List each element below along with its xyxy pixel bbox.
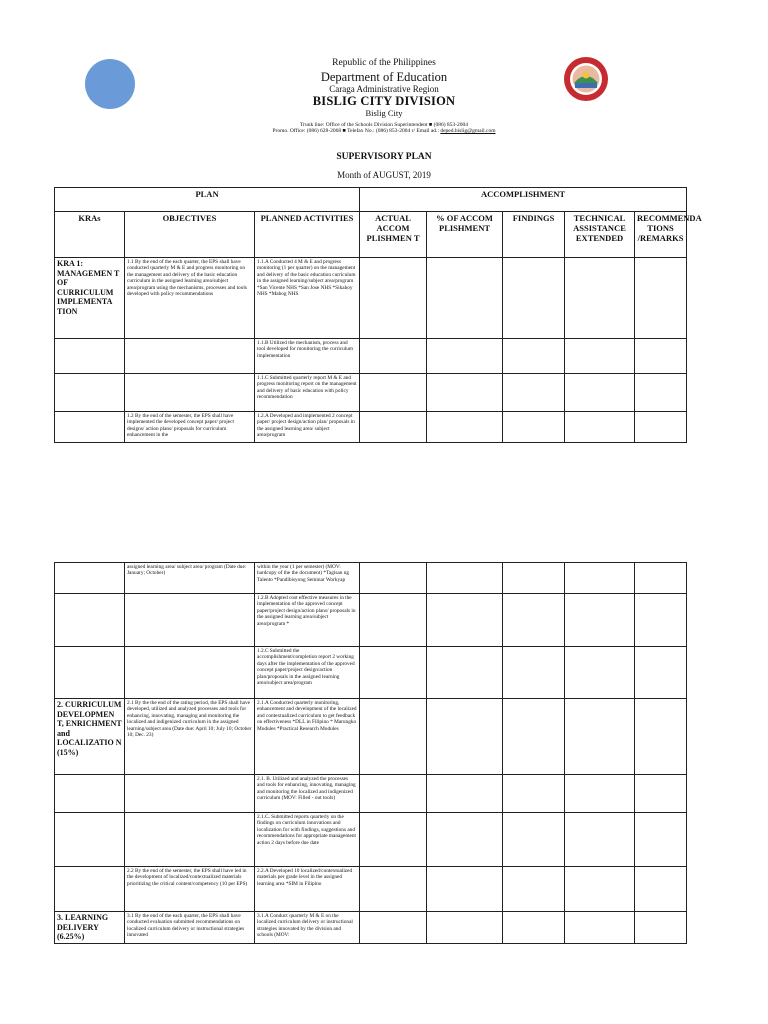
kra-cell: 3. LEARNING DELIVERY (6.25%) bbox=[55, 912, 125, 944]
table-row bbox=[55, 775, 687, 813]
objective-cell bbox=[125, 647, 255, 699]
kra-cell: KRA 1: MANAGEMEN T OF CURRICULUM IMPLEMENTA TION bbox=[55, 258, 125, 339]
objective-cell bbox=[125, 775, 255, 813]
activity-cell: within the year (1 per semester) (MOV: hardcopy of the the document) *Tagisan ng Talento *Pandibisyong Seminar Workyap bbox=[255, 563, 360, 594]
activity-cell: 1.2.A Developed and implemented 2 concept paper/ project design/action plan/ proposals in the assigned learning area/ subject area/program bbox=[255, 412, 360, 443]
kra-cell bbox=[55, 563, 125, 594]
recommendations-header: RECOMMENDA TIONS /REMARKS bbox=[635, 212, 687, 258]
activity-cell: 2.1. B. Utilized and analyzed the processes and tools for enhancing, innovating, managing and monitoring the localized and indigenized curriculum (MOV: Filled - out tools) bbox=[255, 775, 360, 813]
objective-cell bbox=[125, 339, 255, 374]
objective-cell bbox=[125, 813, 255, 867]
kra-cell bbox=[55, 867, 125, 912]
table-row bbox=[55, 563, 687, 594]
accomplishment-header: ACCOMPLISHMENT bbox=[360, 188, 687, 212]
kra-cell bbox=[55, 775, 125, 813]
republic-text: Republic of the Philippines bbox=[332, 58, 436, 68]
document-month: Month of AUGUST, 2019 bbox=[337, 170, 431, 180]
percent-accomplishment-header: % OF ACCOM PLISHMENT bbox=[427, 212, 503, 258]
activity-cell: 1.1.C Submitted quarterly report M & E and progress monitoring report on the management and delivery of basic education with policy recommendation bbox=[255, 374, 360, 412]
actual-accomplishment-header: ACTUAL ACCOM PLISHMEN T bbox=[360, 212, 427, 258]
email-link[interactable]: deped.bislig@gmail.com bbox=[440, 128, 496, 134]
kras-header: KRAs bbox=[55, 212, 125, 258]
table-row bbox=[55, 258, 687, 339]
region-text: Caraga Administrative Region bbox=[329, 84, 439, 94]
activity-cell: 2.1.A Conducted quarterly monitoring, enhancement and development of the localized and contextualized curriculum to get feedback on effectiveness *DLL in Filipino * Marungko Modules *Practical Research Modules bbox=[255, 699, 360, 775]
plan-header: PLAN bbox=[55, 188, 360, 212]
activity-cell: 1.1.B Utilized the mechanism, process and tool developed for monitoring the curriculum implementation bbox=[255, 339, 360, 374]
kra-cell bbox=[55, 412, 125, 443]
objective-cell: 1.2 By the end of the semester, the EPS shall have implemented the developed concept paper/ project designs/ action plans/ proposals for curriculum enhancement in the bbox=[125, 412, 255, 443]
supervisory-plan-table bbox=[54, 187, 702, 443]
objective-cell: assigned learning area/ subject area/ program (Date due: January; October) bbox=[125, 563, 255, 594]
objective-cell bbox=[125, 594, 255, 647]
activity-cell: 1.2.B Adopted cost effective measures in the implementation of the approved concept paper/project design/action plans/ proposals in the assigned learning area/subject area/program * bbox=[255, 594, 360, 647]
objective-cell: 1.1 By the end of the each quarter, the EPS shall have conducted quarterly M & E and progress monitoring on the management and delivery of the basic education curriculum in the assigned learning area/subject area/program using the mechanisms, processes and tools developed with policy recommendations bbox=[125, 258, 255, 339]
technical-assistance-header: TECHNICAL ASSISTANCE EXTENDED bbox=[565, 212, 635, 258]
table-row bbox=[55, 647, 687, 699]
activity-cell: 1.2.C Submitted the accomplishment/completion report 2 working days after the implementation of the approved concept paper/project design/action plan/proposals in the assigned learning area/subject area/program bbox=[255, 647, 360, 699]
table-row bbox=[55, 867, 687, 912]
objective-cell: 2.2 By the end of the semester, the EPS shall have led in the development of localized/contextualized materials prioritizing the critical content/competency (10 per EPS) bbox=[125, 867, 255, 912]
table-row bbox=[55, 813, 687, 867]
objective-cell: 2.1 By the the end of the rating period, the EPS shall have developed, utilized and analyzed processes and tools for enhancing, innovating, managing and monitoring the localized and indigenized curriculum in the assigned learning/subject area (Date due: April 10; July 10; October 10; Dec. 23) bbox=[125, 699, 255, 775]
supervisory-plan-table-continued bbox=[54, 562, 687, 944]
objectives-header: OBJECTIVES bbox=[125, 212, 255, 258]
activity-cell: 2.1.C. Submitted reports quarterly on the findings on curriculum innovations and localization for with findings, suggestions and recommendations for appropriate management action 2 days before due date bbox=[255, 813, 360, 867]
kra-cell bbox=[55, 374, 125, 412]
contact-line-1: Trunk line: Office of the Schools Division Superintendent ■ (086) 853-2004 bbox=[300, 122, 468, 128]
findings-header: FINDINGS bbox=[503, 212, 565, 258]
table-row bbox=[55, 412, 687, 443]
table-row bbox=[55, 699, 687, 775]
objective-cell: 3.1 By the end of the each quarter, the EPS shall have conducted evaluation submitted recommendations on localized curriculum delivery or instructional strategies innovated bbox=[125, 912, 255, 944]
document-title: SUPERVISORY PLAN bbox=[336, 152, 432, 162]
objective-cell bbox=[125, 374, 255, 412]
division-text: BISLIG CITY DIVISION bbox=[312, 94, 456, 108]
contact-line-2: Promo. Office: (086) 628-2068 ■ Telefax No.: (086) 853-2004 r/ Email ad.: deped.bislig@gmail.com bbox=[272, 128, 496, 134]
kra-cell bbox=[55, 594, 125, 647]
kra-cell bbox=[55, 813, 125, 867]
kra-cell bbox=[55, 339, 125, 374]
department-text: Department of Education bbox=[320, 70, 448, 84]
table-row bbox=[55, 594, 687, 647]
city-text: Bislig City bbox=[365, 108, 403, 118]
table-row bbox=[55, 374, 687, 412]
activity-cell: 3.1.A Conduct quarterly M & E on the localized curriculum delivery or instructional strategies innovated by the division and schools (MOV: bbox=[255, 912, 360, 944]
kra-cell bbox=[55, 647, 125, 699]
table-row bbox=[55, 912, 687, 944]
kra-cell: 2. CURRICULUM DEVELOPMEN T, ENRICHMENT and LOCALIZATIO N (15%) bbox=[55, 699, 125, 775]
activity-cell: 2.2.A Developed 10 localized/contextualized materials per grade level in the assigned learning area *SIM in Filipino bbox=[255, 867, 360, 912]
table-row bbox=[55, 339, 687, 374]
planned-activities-header: PLANNED ACTIVITIES bbox=[255, 212, 360, 258]
activity-cell: 1.1.A Conducted 4 M & E and progress monitoring (1 per quarter) on the management and delivery of the basic education curriculum in the assigned learning/subject area/program *San Vicente NHS *San Jose NHS *Sikahoy NHS *Mabog NHS bbox=[255, 258, 360, 339]
